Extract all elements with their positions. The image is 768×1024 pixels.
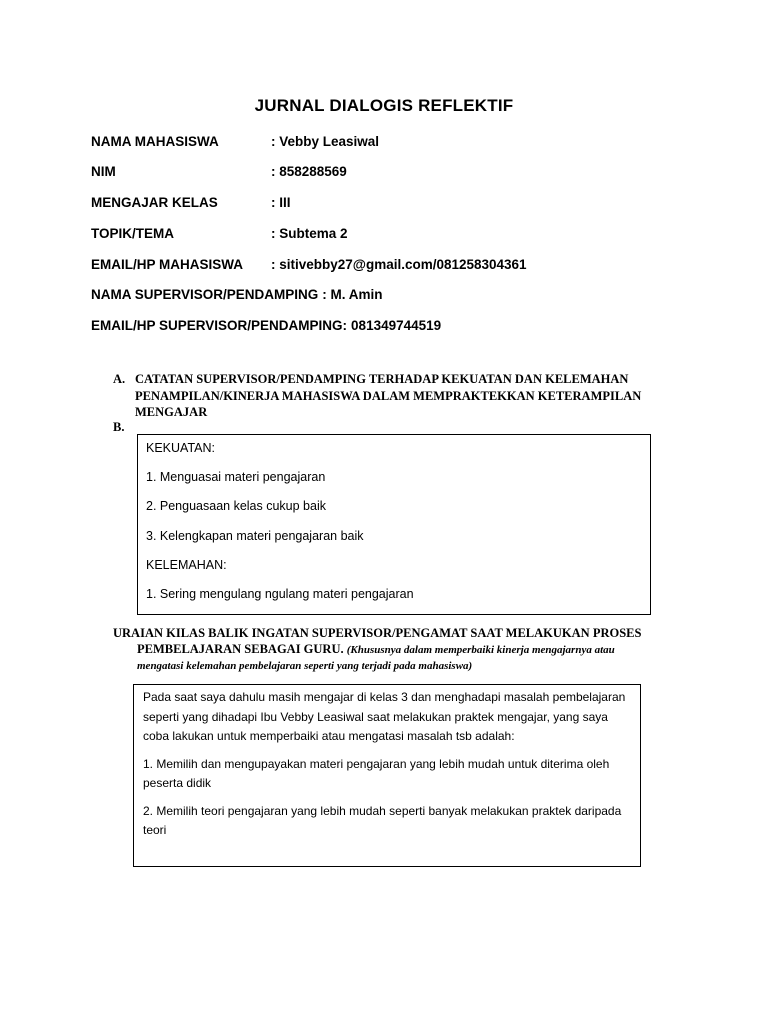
kekuatan-item: 2. Penguasaan kelas cukup baik [146,499,326,513]
field-value: 081349744519 [351,318,442,333]
uraian-line-2-sub: (Khususnya dalam memperbaiki kinerja mengajarnya atau [346,644,615,656]
section-b-letter: B. [113,420,125,434]
section-a-letter: A. [113,372,126,386]
field-value: : sitivebby27@gmail.com/081258304361 [271,257,527,272]
uraian-line-2-main: PEMBELAJARAN SEBAGAI GURU. [137,642,344,656]
field-topik-tema [91,226,348,241]
reflection-item: 2. Memilih teori pengajaran yang lebih mudah seperti banyak melakukan praktek daripada teori [143,803,622,837]
field-nama-mahasiswa [91,134,379,149]
section-a [113,371,653,421]
strengths-weaknesses-box [137,434,651,615]
section-a-heading: CATATAN SUPERVISOR/PENDAMPING TERHADAP KEKUATAN DAN KELEMAHAN PENAMPILAN/KINERJA MAHASISWA DALAM MEMPRAKTEKKAN KETERAMPILAN MENGAJAR [135,372,642,419]
field-value: : Subtema 2 [271,226,348,241]
field-nama-supervisor [91,287,383,302]
field-value: : III [271,195,291,210]
reflection-box [133,684,641,867]
reflection-paragraph: Pada saat saya dahulu masih mengajar di kelas 3 dan menghadapi masalah pembelajaran seperti yang dihadapi Ibu Vebby Leasiwal saat melakukan praktek mengajar, yang saya coba lakukan untuk memperbaiki atau mengatasi masalah tsb adalah: [143,690,626,743]
uraian-line-3: mengatasi kelemahan pembelajaran seperti yang terjadi pada mahasiswa) [137,660,473,672]
field-mengajar-kelas [91,195,291,210]
kelemahan-item: 1. Sering mengulang ngulang materi pengajaran [146,587,414,601]
field-label: TOPIK/TEMA [91,226,175,241]
reflection-item: 1. Memilih dan mengupayakan materi pengajaran yang lebih mudah untuk diterima oleh peserta didik [143,756,610,790]
field-label: NAMA SUPERVISOR/PENDAMPING [91,287,319,302]
field-value: : 858288569 [271,164,347,179]
field-email-supervisor [91,318,441,333]
document-title: JURNAL DIALOGIS REFLEKTIF [254,96,514,115]
field-label: MENGAJAR KELAS [91,195,218,210]
kekuatan-heading: KEKUATAN: [146,441,215,455]
field-nim [91,164,347,179]
field-label: NIM [91,164,116,179]
field-value: : Vebby Leasiwal [271,134,380,149]
kelemahan-heading: KELEMAHAN: [146,558,227,572]
field-value: : M. Amin [322,287,383,302]
field-label: EMAIL/HP MAHASISWA [91,257,244,272]
uraian-line-1: URAIAN KILAS BALIK INGATAN SUPERVISOR/PENGAMAT SAAT MELAKUKAN PROSES [113,626,642,640]
uraian-heading [113,625,673,674]
kekuatan-item: 1. Menguasai materi pengajaran [146,470,326,484]
kekuatan-item: 3. Kelengkapan materi pengajaran baik [146,529,364,543]
field-label: NAMA MAHASISWA [91,134,219,149]
field-email-mahasiswa [91,257,527,272]
field-label: EMAIL/HP SUPERVISOR/PENDAMPING: [91,318,348,333]
